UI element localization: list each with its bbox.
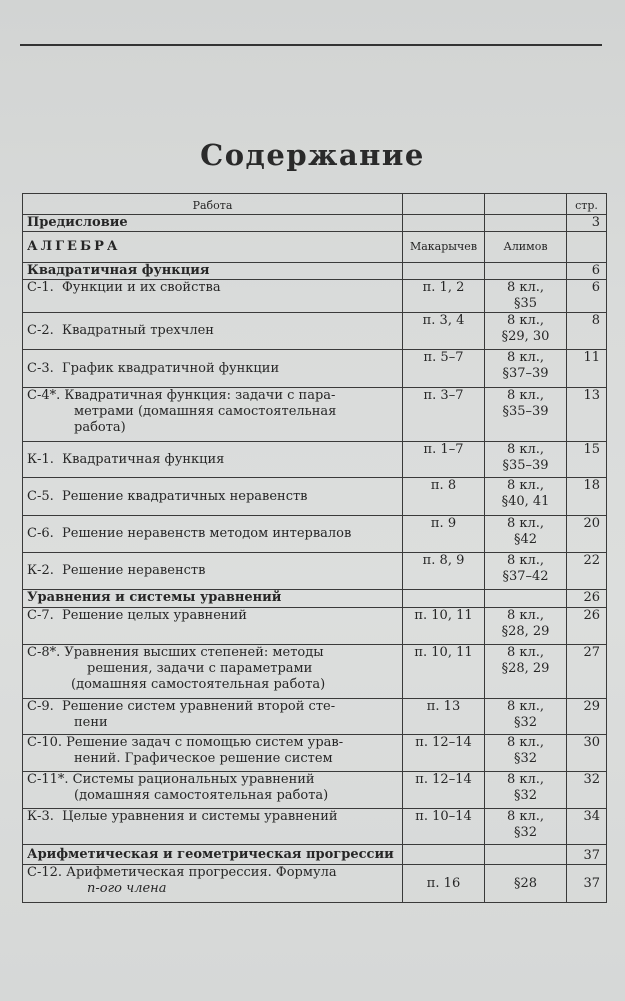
- section-label: Уравнения и системы уравнений: [23, 590, 403, 608]
- row-page: 37: [567, 865, 607, 903]
- row-title: Арифметическая прогрессия. Формула: [66, 865, 337, 880]
- row-code: К-3.: [27, 809, 54, 824]
- row-code: С-5.: [27, 488, 54, 504]
- table-row: С-7. Решение целых уравнений п. 10, 11 8 кл., §28, 29 26: [23, 608, 607, 645]
- row-title: Системы рациональных уравнений: [72, 772, 315, 787]
- row-title: Решение систем уравнений второй сте-: [62, 699, 336, 714]
- row-page: 29: [567, 699, 607, 735]
- row-page: 34: [567, 809, 607, 845]
- table-row: С-2. Квадратный трехчлен п. 3, 4 8 кл., §29, 30 8: [23, 313, 607, 350]
- row-page: 15: [567, 442, 607, 478]
- row-makarychev: п. 13: [403, 699, 485, 735]
- row-makarychev: п. 8: [403, 478, 485, 516]
- row-code: С-12.: [27, 865, 63, 880]
- row-makarychev: п. 10–14: [403, 809, 485, 845]
- row-page: 6: [567, 280, 607, 313]
- row-page: 18: [567, 478, 607, 516]
- algebra-row: [23, 232, 607, 263]
- page-title: Содержание: [200, 138, 425, 172]
- row-page: 27: [567, 645, 607, 699]
- section-row-equations: [23, 590, 607, 608]
- row-title: Решение неравенств методом интервалов: [62, 526, 352, 541]
- preface-page: 3: [567, 215, 607, 232]
- row-code: С-4*.: [27, 388, 61, 403]
- header-alimov: Алимов: [485, 232, 567, 263]
- table-row: С-3. График квадратичной функции п. 5–7 8 кл., §37–39 11: [23, 350, 607, 388]
- row-makarychev: п. 10, 11: [403, 608, 485, 645]
- row-page: 13: [567, 388, 607, 442]
- preface-label: Предисловие: [23, 215, 403, 232]
- section-page: 26: [567, 590, 607, 608]
- row-code: К-1.: [27, 451, 54, 467]
- row-makarychev: п. 9: [403, 516, 485, 553]
- section-label: Квадратичная функция: [23, 263, 403, 280]
- table-row: С-8*. Уравнения высших степеней: методы решения, задачи с параметрами (домашняя самостоятельная работа) п. 10, 11 8 кл., §28, 29 27: [23, 645, 607, 699]
- section-row-quadratic: [23, 263, 607, 280]
- row-makarychev: п. 12–14: [403, 735, 485, 772]
- table-header-row: [23, 194, 607, 215]
- row-makarychev: п. 3, 4: [403, 313, 485, 350]
- row-makarychev: п. 12–14: [403, 772, 485, 809]
- row-title: Квадратный трехчлен: [62, 323, 214, 338]
- row-title: Квадратичная функция: задачи с пара-: [64, 388, 336, 403]
- row-title: Целые уравнения и системы уравнений: [62, 809, 338, 824]
- row-makarychev: п. 16: [403, 865, 485, 903]
- table-row: С-5. Решение квадратичных неравенств п. 8 8 кл., §40, 41 18: [23, 478, 607, 516]
- header-work: Работа: [23, 194, 403, 215]
- row-title: Решение задач с помощью систем урав-: [66, 735, 344, 750]
- table-row: С-1. Функции и их свойства п. 1, 2 8 кл., §35 6: [23, 280, 607, 313]
- row-code: К-2.: [27, 563, 54, 578]
- table-row: С-6. Решение неравенств методом интервалов п. 9 8 кл., §42 20: [23, 516, 607, 553]
- row-page: 32: [567, 772, 607, 809]
- row-makarychev: п. 1–7: [403, 442, 485, 478]
- row-title: Функции и их свойства: [62, 280, 221, 295]
- header-makarychev: Макарычев: [403, 232, 485, 263]
- row-title: График квадратичной функции: [62, 360, 280, 376]
- row-code: С-3.: [27, 360, 54, 376]
- row-title: Решение неравенств: [62, 563, 206, 578]
- row-page: 30: [567, 735, 607, 772]
- section-page: 37: [567, 845, 607, 865]
- table-row: С-4*. Квадратичная функция: задачи с пара- метрами (домашняя самостоятельная работа) п. 3–7 8 кл., §35–39 13: [23, 388, 607, 442]
- section-label: Арифметическая и геометрическая прогрессии: [23, 845, 403, 865]
- row-makarychev: п. 1, 2: [403, 280, 485, 313]
- row-code: С-8*.: [27, 645, 61, 660]
- row-title: Уравнения высших степеней: методы: [64, 645, 324, 660]
- row-code: С-10.: [27, 735, 63, 750]
- row-page: 11: [567, 350, 607, 388]
- top-rule: [20, 44, 602, 46]
- table-row: С-10. Решение задач с помощью систем урав- нений. Графическое решение систем п. 12–14 8 кл., §32 30: [23, 735, 607, 772]
- table-row: К-3. Целые уравнения и системы уравнений п. 10–14 8 кл., §32 34: [23, 809, 607, 845]
- table-row: С-11*. Системы рациональных уравнений (домашняя самостоятельная работа) п. 12–14 8 кл., §32 32: [23, 772, 607, 809]
- preface-row: [23, 215, 607, 232]
- table-row: К-1. Квадратичная функция п. 1–7 8 кл., §35–39 15: [23, 442, 607, 478]
- table-row: С-9. Решение систем уравнений второй сте- пени п. 13 8 кл., §32 29: [23, 699, 607, 735]
- row-code: С-1.: [27, 280, 54, 295]
- contents-table: [22, 193, 607, 903]
- row-code: С-6.: [27, 526, 54, 541]
- row-makarychev: п. 8, 9: [403, 553, 485, 590]
- row-page: 20: [567, 516, 607, 553]
- row-page: 26: [567, 608, 607, 645]
- row-page: 8: [567, 313, 607, 350]
- table-row: С-12. Арифметическая прогрессия. Формула n-ого члена п. 16 §28 37: [23, 865, 607, 903]
- row-title: Решение квадратичных неравенств: [62, 488, 308, 504]
- table-row: К-2. Решение неравенств п. 8, 9 8 кл., §37–42 22: [23, 553, 607, 590]
- row-code: С-9.: [27, 699, 54, 714]
- row-page: 22: [567, 553, 607, 590]
- row-makarychev: п. 5–7: [403, 350, 485, 388]
- row-title: Квадратичная функция: [62, 451, 225, 467]
- row-makarychev: п. 10, 11: [403, 645, 485, 699]
- header-page: стр.: [567, 194, 607, 215]
- row-title: Решение целых уравнений: [62, 608, 247, 623]
- row-code: С-7.: [27, 608, 54, 623]
- algebra-label: АЛГЕБРА: [23, 232, 403, 263]
- section-row-progressions: [23, 845, 607, 865]
- row-code: С-2.: [27, 323, 54, 338]
- row-code: С-11*.: [27, 772, 69, 787]
- section-page: 6: [567, 263, 607, 280]
- row-makarychev: п. 3–7: [403, 388, 485, 442]
